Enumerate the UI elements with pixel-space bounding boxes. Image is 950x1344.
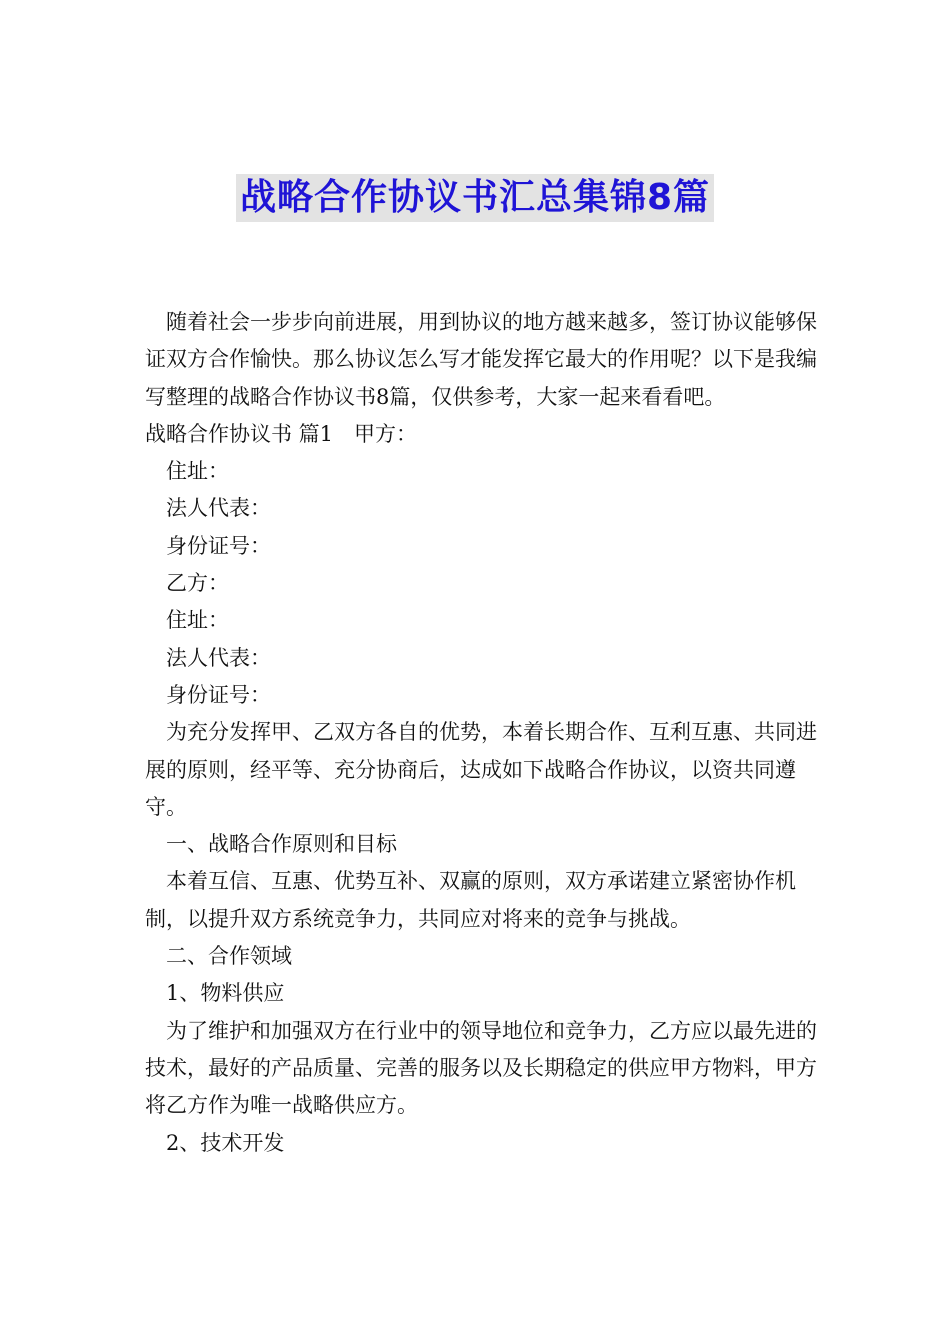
- section1-heading: 战略合作协议书 篇1 甲方：: [145, 421, 418, 446]
- article1-heading: 一、战略合作原则和目标: [166, 832, 397, 857]
- party-b-address: 住址：: [166, 608, 229, 633]
- item1-heading: 1、物料供应: [166, 981, 285, 1006]
- party-b-id-number: 身份证号：: [166, 682, 271, 707]
- party-b-label: 乙方：: [166, 571, 229, 596]
- party-a-address: 住址：: [166, 459, 229, 484]
- document-title: 战略合作协议书汇总集锦8篇: [236, 174, 714, 222]
- party-b-legal-rep: 法人代表：: [166, 645, 271, 670]
- article1-paragraph: 本着互信、互惠、优势互补、双赢的原则，双方承诺建立紧密协作机制，以提升双方系统竞争力，共同应对将来的竞争与挑战。: [145, 869, 796, 931]
- party-a-id-number: 身份证号：: [166, 533, 271, 558]
- preamble-paragraph: 为充分发挥甲、乙双方各自的优势，本着长期合作、互利互惠、共同进展的原则，经平等、充分协商后，达成如下战略合作协议，以资共同遵守。: [145, 720, 817, 819]
- document-body: [145, 304, 825, 1162]
- party-a-legal-rep: 法人代表：: [166, 496, 271, 521]
- article2-heading: 二、合作领域: [166, 944, 292, 969]
- item2-heading: 2、技术开发: [166, 1130, 285, 1155]
- title-container: [0, 174, 950, 222]
- item1-paragraph: 为了维护和加强双方在行业中的领导地位和竞争力，乙方应以最先进的技术，最好的产品质量、完善的服务以及长期稳定的供应甲方物料，甲方将乙方作为唯一战略供应方。: [145, 1018, 817, 1118]
- intro-paragraph: 随着社会一步步向前进展，用到协议的地方越来越多，签订协议能够保证双方合作愉快。那么协议怎么写才能发挥它最大的作用呢？以下是我编写整理的战略合作协议书8篇，仅供参考，大家一起来看看吧。: [145, 310, 817, 409]
